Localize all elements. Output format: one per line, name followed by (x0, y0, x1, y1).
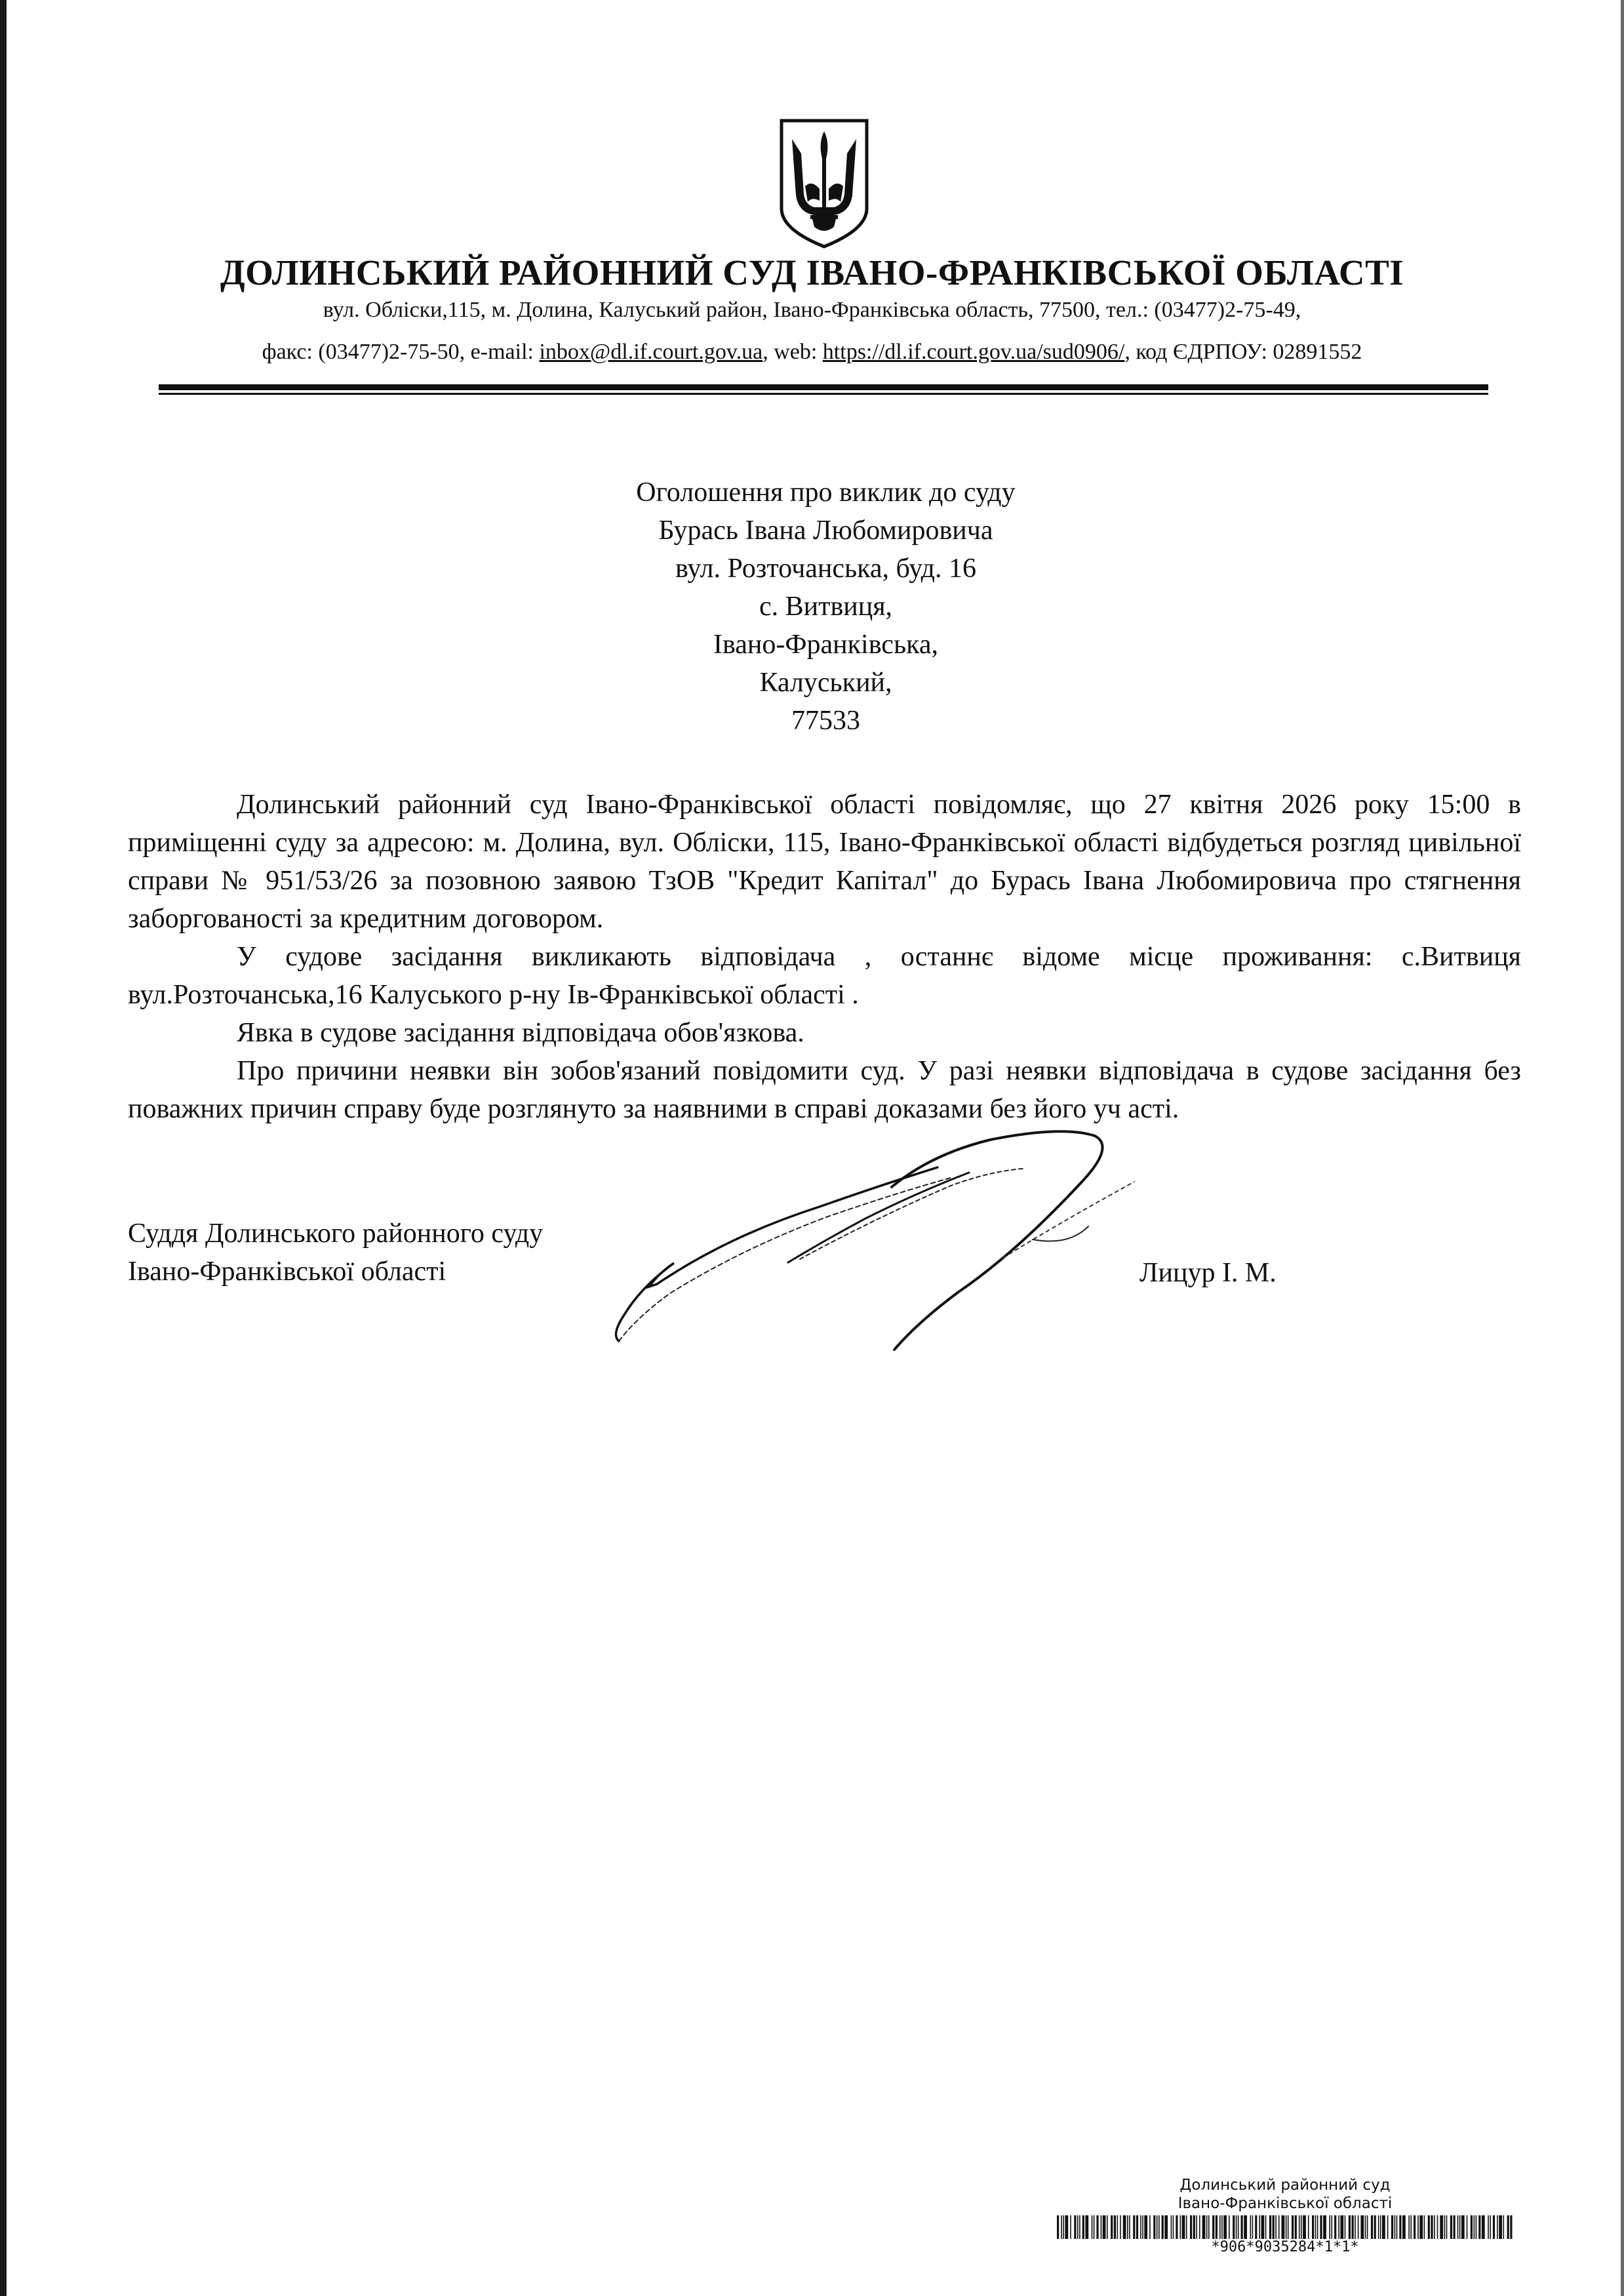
barcode-bar (1419, 2215, 1423, 2239)
barcode-bar (1107, 2215, 1108, 2239)
barcode-bar (1233, 2215, 1235, 2239)
barcode-bar (1162, 2215, 1164, 2239)
barcode-bar (1259, 2215, 1260, 2239)
barcode-bar (1061, 2215, 1062, 2239)
barcode-bar (1238, 2215, 1239, 2239)
edrpou-code: , код ЄДРПОУ: 02891552 (1124, 340, 1362, 364)
barcode-bar (1434, 2215, 1435, 2239)
barcode-bar (1244, 2215, 1247, 2239)
barcode-bar (1488, 2215, 1489, 2239)
barcode-bar (1136, 2215, 1138, 2239)
barcode-bar (1360, 2215, 1364, 2239)
barcode-bar (1153, 2215, 1155, 2239)
barcode-bar (1352, 2215, 1354, 2239)
stamp-court-name: Долинський районний суд (1179, 2177, 1391, 2194)
barcode-bar (1395, 2215, 1396, 2239)
barcode-bar (1459, 2215, 1461, 2239)
header-rule-thin (159, 393, 1488, 395)
barcode-bar (1176, 2215, 1178, 2239)
barcode-bar (1461, 2215, 1465, 2239)
barcode-bar (1057, 2215, 1059, 2239)
notice-body (128, 786, 1521, 1128)
barcode-bar (1396, 2215, 1398, 2239)
barcode-bar (1142, 2215, 1143, 2239)
paragraph-absence-consequences: Про причини неявки він зобов'язаний повідомити суд. У разі неявки відповідача в судове засідання без поважних причин справу буде розглянуто за наявними в справі доказами без його уч асті. (128, 1056, 1521, 1124)
barcode-bar (1241, 2215, 1243, 2239)
barcode-bar (1180, 2215, 1181, 2239)
barcode-bar (1320, 2215, 1322, 2239)
barcode-bar (1149, 2215, 1151, 2239)
paragraph-attendance-mandatory: Явка в судове засідання відповідача обов'язкова. (237, 1018, 804, 1048)
addressee-block (545, 473, 1106, 740)
barcode-bar (1221, 2215, 1223, 2239)
barcode-bar (1101, 2215, 1102, 2239)
paragraph-defendant-summons: У судове засідання викликають відповідача , останнє відоме місце проживання: с.Витвиця вул.Розточанська,16 Калуського р-ну Ів-Франківської області . (128, 942, 1521, 1010)
barcode-bar (1186, 2215, 1187, 2239)
barcode-bar (1082, 2215, 1084, 2239)
barcode-bar (1454, 2215, 1456, 2239)
barcode-bar (1450, 2215, 1452, 2239)
website-link[interactable]: https://dl.if.court.gov.ua/sud0906/ (822, 340, 1125, 364)
judge-title (128, 1215, 543, 1291)
barcode-bar (1111, 2215, 1113, 2239)
barcode-bar (1223, 2215, 1227, 2239)
barcode-bar (1173, 2215, 1174, 2239)
addressee-district: Калуський, (759, 668, 892, 698)
barcode-bar (1367, 2215, 1368, 2239)
barcode-bar (1345, 2215, 1346, 2239)
fax-label: факс: (03477)2-75-50, e-mail: (262, 340, 540, 364)
barcode-bar (1446, 2215, 1448, 2239)
barcode-bar (1273, 2215, 1275, 2239)
barcode-bar (1265, 2215, 1267, 2239)
barcode-bar (1117, 2215, 1119, 2239)
barcode-bar (1437, 2215, 1438, 2239)
barcode-bar (1299, 2215, 1300, 2239)
barcode-bar (1440, 2215, 1443, 2239)
barcode-bar (1286, 2215, 1287, 2239)
addressee-postcode: 77533 (791, 706, 860, 736)
barcode-bar (1255, 2215, 1257, 2239)
barcode-bar (1261, 2215, 1265, 2239)
barcode-bar (1444, 2215, 1446, 2239)
barcode-bar (1399, 2215, 1401, 2239)
judge-title-line1: Суддя Долинського районного суду (128, 1218, 544, 1249)
barcode-bar (1317, 2215, 1318, 2239)
barcode-bar (1338, 2215, 1339, 2239)
judge-name: Лицур І. М. (1139, 1258, 1277, 1288)
barcode-bar (1295, 2215, 1297, 2239)
barcode-bar (1510, 2215, 1512, 2239)
barcode-bar (1503, 2215, 1505, 2239)
barcode-bar (1334, 2215, 1336, 2239)
barcode-bar (1355, 2215, 1356, 2239)
barcode-bar (1171, 2215, 1172, 2239)
barcode-bar (1507, 2215, 1509, 2239)
barcode-bar (1471, 2215, 1473, 2239)
barcode-bar (1490, 2215, 1491, 2239)
barcode-bar (1308, 2215, 1309, 2239)
barcode-bar (1402, 2215, 1406, 2239)
barcode-bar (1288, 2215, 1289, 2239)
barcode-bar (1070, 2215, 1071, 2239)
barcode-bar (1219, 2215, 1221, 2239)
addressee-street: вул. Розточанська, буд. 16 (675, 554, 977, 584)
coat-of-arms-trident-icon (776, 117, 872, 249)
barcode-bar (1129, 2215, 1130, 2239)
stamp-region: Івано-Франківської області (1178, 2195, 1393, 2212)
barcode-bar (1382, 2215, 1385, 2239)
barcode-bar (1079, 2215, 1080, 2239)
barcode-bar (1340, 2215, 1343, 2239)
barcode-bar (1323, 2215, 1326, 2239)
barcode-bar (1196, 2215, 1197, 2239)
barcode-bar (1332, 2215, 1333, 2239)
header-rule-thick (159, 384, 1488, 390)
barcode-bar (1206, 2215, 1208, 2239)
barcode-bar (1123, 2215, 1126, 2239)
barcode-bar (1133, 2215, 1135, 2239)
barcode-bar (1157, 2215, 1158, 2239)
barcode-number: *906*9035284*1*1* (1211, 2239, 1359, 2255)
barcode-bar (1159, 2215, 1160, 2239)
barcode-bar (1497, 2215, 1498, 2239)
handwritten-signature-icon (610, 1115, 1147, 1364)
addressee-village: с. Витвиця, (759, 592, 893, 622)
barcode-bar (1269, 2215, 1271, 2239)
barcode-icon (1056, 2215, 1515, 2239)
barcode-bar (1312, 2215, 1314, 2239)
barcode-bar (1092, 2215, 1093, 2239)
barcode-bar (1374, 2215, 1376, 2239)
barcode-bar (1315, 2215, 1317, 2239)
barcode-bar (1077, 2215, 1079, 2239)
barcode-bar (1282, 2215, 1285, 2239)
barcode-bar (1074, 2215, 1076, 2239)
barcode-bar (1417, 2215, 1419, 2239)
barcode-bar (1094, 2215, 1095, 2239)
barcode-bar (1208, 2215, 1210, 2239)
barcode-bar (1252, 2215, 1254, 2239)
barcode-bar (1103, 2215, 1106, 2239)
barcode-bar (1199, 2215, 1200, 2239)
barcode-bar (1164, 2215, 1168, 2239)
barcode-bar (1096, 2215, 1098, 2239)
barcode-bar (1303, 2215, 1306, 2239)
barcode-bar (1493, 2215, 1495, 2239)
barcode-bar (1278, 2215, 1280, 2239)
barcode-bar (1358, 2215, 1359, 2239)
barcode-bar (1275, 2215, 1277, 2239)
notice-heading: Оголошення про виклик до суду (636, 477, 1016, 508)
barcode-bar (1482, 2215, 1485, 2239)
barcode-bar (1127, 2215, 1128, 2239)
barcode-bar (1380, 2215, 1381, 2239)
barcode-bar (1428, 2215, 1430, 2239)
addressee-name: Бурась Івана Любомировича (658, 515, 993, 546)
barcode-bar (1329, 2215, 1330, 2239)
barcode-bar (1424, 2215, 1425, 2239)
email-link[interactable]: inbox@dl.if.court.gov.ua (539, 340, 763, 364)
barcode-bar (1408, 2215, 1410, 2239)
barcode-bar (1063, 2215, 1064, 2239)
court-contacts-line (0, 340, 1624, 365)
addressee-region: Івано-Франківська, (713, 630, 939, 660)
web-label: , web: (762, 340, 823, 364)
barcode-bar (1236, 2215, 1237, 2239)
barcode-bar (1478, 2215, 1480, 2239)
registry-stamp (1049, 2176, 1521, 2274)
judge-title-line2: Івано-Франківської області (128, 1257, 446, 1287)
barcode-bar (1467, 2215, 1468, 2239)
barcode-bar (1085, 2215, 1088, 2239)
barcode-bar (1212, 2215, 1214, 2239)
barcode-bar (1410, 2215, 1412, 2239)
court-address-line: вул. Обліски,115, м. Долина, Калуський район, Івано-Франківська область, 77500, тел.: (03477)2-75-49, (323, 298, 1301, 322)
barcode-bar (1193, 2215, 1195, 2239)
barcode-bar (1216, 2215, 1218, 2239)
barcode-bar (1414, 2215, 1416, 2239)
barcode-bar (1457, 2215, 1459, 2239)
barcode-bar (1387, 2215, 1389, 2239)
barcode-bar (1120, 2215, 1121, 2239)
barcode-bar (1378, 2215, 1379, 2239)
barcode-bar (1065, 2215, 1068, 2239)
barcode-bar (1474, 2215, 1475, 2239)
barcode-bar (1144, 2215, 1147, 2239)
barcode-bar (1476, 2215, 1477, 2239)
barcode-bar (1365, 2215, 1366, 2239)
barcode-bar (1229, 2215, 1230, 2239)
paragraph-hearing-notice: Долинський районний суд Івано-Франківської області повідомляє, що 27 квітня 2026 року 15:00 в приміщенні суду за адресою: м. Долина, вул. Обліски, 115, Івано-Франківської області відбудеться розгляд цивільної справи № 951/53/26 за позовною заявою ТзОВ "Кредит Капітал" до Бурась Івана Любомировича про стягнення заборгованості за кредитним договором. (128, 790, 1521, 934)
barcode-bar (1202, 2215, 1206, 2239)
barcode-bar (1292, 2215, 1294, 2239)
barcode-bar (1349, 2215, 1351, 2239)
barcode-bar (1391, 2215, 1393, 2239)
barcode-bar (1371, 2215, 1373, 2239)
barcode-bar (1114, 2215, 1116, 2239)
barcode-bar (1250, 2215, 1252, 2239)
court-name-heading: ДОЛИНСЬКИЙ РАЙОННИЙ СУД ІВАНО-ФРАНКІВСЬКОЇ ОБЛАСТІ (220, 252, 1404, 292)
barcode-bar (1140, 2215, 1141, 2239)
barcode-bar (1182, 2215, 1185, 2239)
barcode-bar (1431, 2215, 1433, 2239)
barcode-bar (1499, 2215, 1502, 2239)
barcode-bar (1301, 2215, 1302, 2239)
barcode-bar (1190, 2215, 1192, 2239)
